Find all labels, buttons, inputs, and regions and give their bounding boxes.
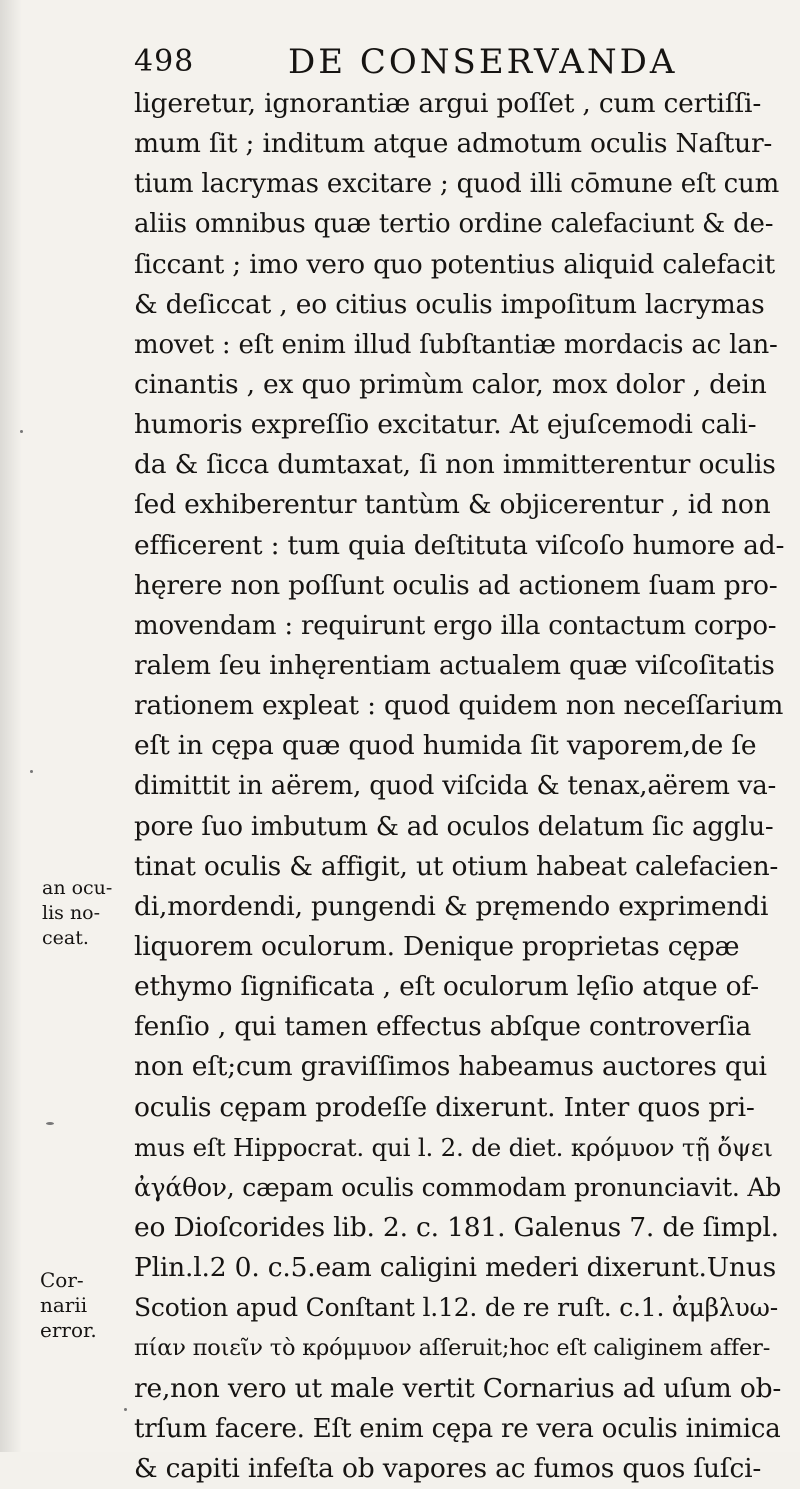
body-text <box>134 84 784 1489</box>
text-line: da & ſicca dumtaxat, ſi non immitterentur oculis <box>134 449 776 481</box>
margin-note-line: lis no- <box>42 902 101 924</box>
text-line: Plin.l.2 0. c.5.eam caligini mederi dixerunt.Unus <box>134 1252 776 1284</box>
text-line: ἀγάθον, cæpam oculis commodam pronunciavit. Ab <box>134 1172 782 1202</box>
text-line: fenſio , qui tamen effectus abſque controverſia <box>134 1011 752 1043</box>
text-line: re,non vero ut male vertit Cornarius ad uſum ob- <box>134 1372 782 1404</box>
text-line: di,mordendi, pungendi & pręmendo exprimendi <box>134 890 769 922</box>
text-line: humoris expreſſio excitatur. At ejuſcemodi cali- <box>134 409 757 441</box>
text-line: hęrere non poſſunt oculis ad actionem ſuam pro- <box>134 569 778 601</box>
margin-note-line: Cor- <box>40 1268 84 1292</box>
text-line: movendam : requirunt ergo illa contactum corpo- <box>134 610 777 641</box>
paper-speck <box>124 1408 127 1411</box>
text-line: ethymo ſignificata , eſt oculorum lęſio atque of- <box>134 971 759 1003</box>
text-line: cinantis , ex quo primùm calor, mox dolor , dein <box>134 368 767 400</box>
paper-speck <box>46 1122 54 1125</box>
margin-note-line: narii <box>40 1293 88 1317</box>
margin-note-line: an ocu- <box>42 877 113 899</box>
text-line: trſum facere. Eſt enim cępa re vera oculis inimica <box>134 1413 781 1444</box>
text-line: πίαν ποιεῖν τὸ κρόμμυον aſſeruit;hoc eſt caliginem affer- <box>134 1335 771 1362</box>
page-number: 498 <box>134 44 195 79</box>
text-line: eſt in cępa quæ quod humida ſit vaporem,de ſe <box>134 730 757 762</box>
text-line: tinat oculis & affigit, ut otium habeat calefacien- <box>134 850 779 882</box>
text-line: rationem expleat : quod quidem non neceſſarium <box>134 690 784 722</box>
text-line: ligeretur, ignorantiæ argui poſſet , cum certiſſi- <box>134 88 762 119</box>
text-line: eo Dioſcorides lib. 2. c. 181. Galenus 7. de ſimpl. <box>134 1211 779 1243</box>
text-line: non eſt;cum graviſſimos habeamus auctores qui <box>134 1051 767 1083</box>
margin-note-an-oculis-noceat <box>42 876 112 951</box>
page-header <box>128 40 728 84</box>
text-line: tium lacrymas excitare ; quod illi cōmune eſt cum <box>134 169 780 200</box>
running-title: DE CONSERVANDA <box>288 42 678 82</box>
paper-speck <box>30 770 33 773</box>
text-line: mum ſit ; inditum atque admotum oculis Naſtur- <box>134 128 773 160</box>
text-line: & capiti infeſta ob vapores ac fumos quos ſuſci- <box>134 1452 762 1484</box>
text-line: oculis cępam prodeſſe dixerunt. Inter quos pri- <box>134 1091 755 1123</box>
text-line: efficerent : tum quia deſtituta viſcoſo humore ad- <box>134 529 784 561</box>
margin-note-line: error. <box>40 1318 97 1342</box>
paper-speck <box>20 430 23 433</box>
text-line: dimittit in aërem, quod viſcida & tenax,aërem va- <box>134 771 777 802</box>
text-line: aliis omnibus quæ tertio ordine calefaciunt & de- <box>134 209 774 240</box>
text-line: movet : eſt enim illud ſubſtantiæ mordacis ac lan- <box>134 329 778 360</box>
text-line: liquorem oculorum. Denique proprietas cępæ <box>134 930 740 962</box>
margin-note-line: ceat. <box>42 927 89 949</box>
text-line: ſed exhiberentur tantùm & objicerentur , id non <box>134 489 771 521</box>
text-line: pore ſuo imbutum & ad oculos delatum ſic agglu- <box>134 811 774 842</box>
text-line: mus eſt Hippocrat. qui l. 2. de diet. κρόμυον τῇ ὄψει <box>134 1132 773 1162</box>
text-line: Scotion apud Conſtant l.12. de re ruſt. c.1. ἀμβλυω- <box>134 1293 778 1323</box>
text-line: ralem ſeu inhęrentiam actualem quæ viſcoſitatis <box>134 649 775 681</box>
text-line: & deſiccat , eo citius oculis impoſitum lacrymas <box>134 288 765 320</box>
text-line: ſiccant ; imo vero quo potentius aliquid calefacit <box>134 248 775 280</box>
margin-note-cornarii-error <box>40 1268 97 1343</box>
